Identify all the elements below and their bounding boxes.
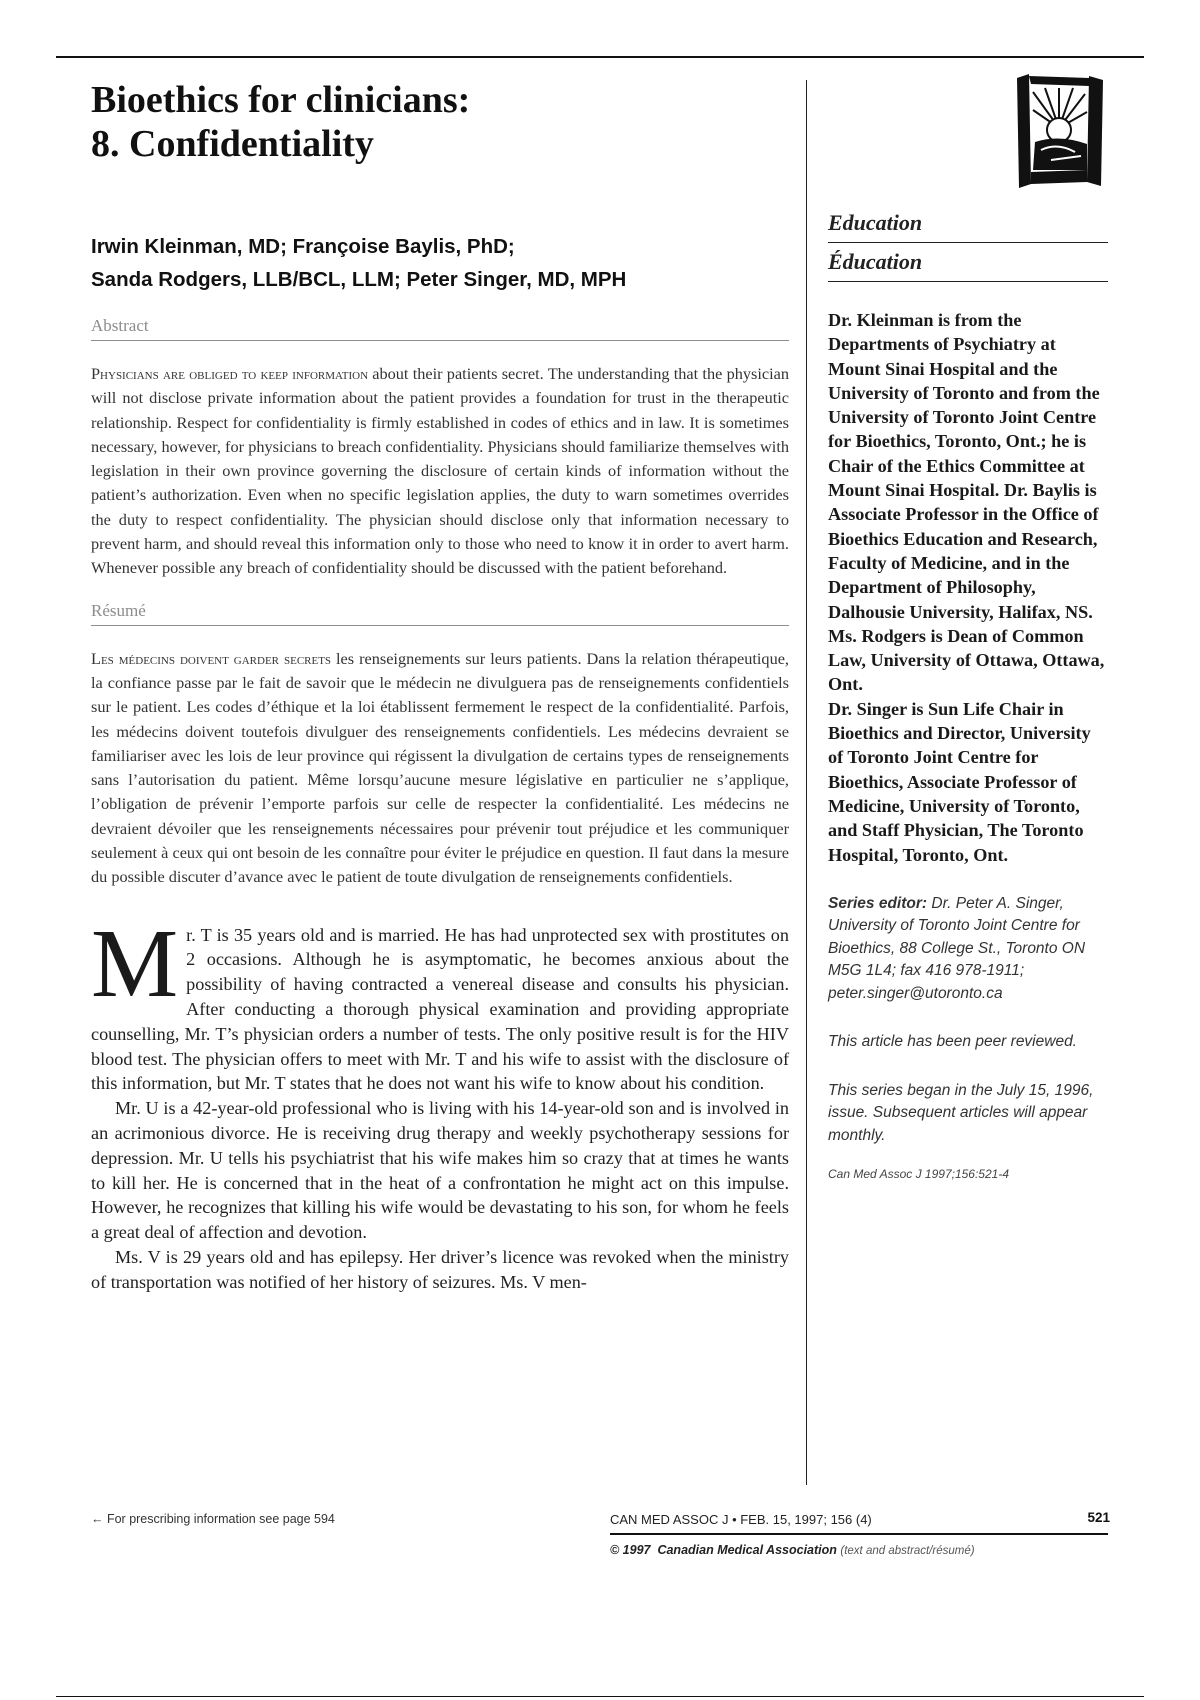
body-paragraph-2: Mr. U is a 42-year-old professional who is living with his 14-year-old son and is involved in an acrimonious divorce. He is receiving drug therapy and weekly psychotherapy sessions for depression. Mr. U tells his psychiatrist that his wife makes him so crazy that at times he wants to kill her. He is concerned that in the heat of a confrontation he might act on this impulse. However, he recognizes that killing his wife would be devastating to his son, for whom he feels a great deal of affection and devotion. [91,1098,789,1243]
resume-heading: Résumé [91,601,789,626]
abstract-heading: Abstract [91,316,789,341]
copyright-org: Canadian Medical Association [657,1543,837,1557]
prescribing-info-link[interactable]: ← For prescribing information see page 594 [91,1512,335,1526]
paragraph-1-text: r. T is 35 years old and is married. He has had unprotected sex with prostitutes on 2 occasions. Although he is asymptomatic, he becomes anxious about the possibility of having contracted a venereal disease and consults his physician. After conducting a thorough physical examination and providing appropriate counselling, Mr. T’s physician orders a number of tests. The only positive result is for the HIV blood test. The physician offers to meet with Mr. T and his wife to assist with the disclosure of this information, but Mr. T states that he does not want his wife to know about his condition. [91,924,789,1094]
page-number: 521 [1087,1510,1110,1525]
title-line-2: 8. Confidentiality [91,123,374,165]
authors-line-1: Irwin Kleinman, MD; Françoise Baylis, PhD; [91,235,515,258]
resume-text [91,647,789,890]
title-line-1: Bioethics for clinicians: [91,79,471,121]
abstract-body: about their patients secret. The understanding that the physician will not disclose private information about the patient provides a foundation for trust in the therapeutic relationship. Respect for confidentiality is firmly established in codes of ethics and in law. It is sometimes necessary, however, for physicians to breach confidentiality. Physicians should familiarize themselves with legislation in their own province governing the disclosure of certain kinds of information without the patient’s authorization. Even when no specific legislation applies, the duty to warn sometimes overrides the duty to respect confidentiality. The physician should disclose only that information necessary to prevent harm, and should reveal this information only to those who need to know it in order to avert harm. Whenever possible any breach of confidentiality should be discussed with the patient beforehand. [91,364,789,578]
column-divider [806,80,807,1485]
drop-cap: M [91,909,179,1018]
series-logo-icon [1011,72,1107,190]
series-editor-text: Dr. Peter A. Singer, University of Toronto Joint Centre for Bioethics, 88 College St., Toronto ON M5G 1L4; fax 416 978-1911; peter.singer@utoronto.ca [828,894,1086,1002]
abstract-text [91,362,789,581]
article-title [91,78,789,166]
series-editor-label: Series editor: [828,894,928,912]
article-body [91,909,789,1295]
affiliations-part-1: Dr. Kleinman is from the Departments of Psychiatry at Mount Sinai Hospital and the University of Toronto and from the University of Toronto Joint Centre for Bioethics, Toronto, Ont.; he is Chair of the Ethics Committee at Mount Sinai Hospital. Dr. Baylis is Associate Professor in the Office of Bioethics Education and Research, Faculty of Medicine, and in the Department of Philosophy, Dalhousie University, Halifax, NS. Ms. Rodgers is Dean of Common Law, University of Ottawa, Ottawa, Ont. [828,310,1105,695]
affiliations-part-2: Dr. Singer is Sun Life Chair in Bioethics and Director, University of Toronto Joint Centre for Bioethics, Associate Professor of Medicine, University of Toronto, and Staff Physician, The Toronto Hospital, Toronto, Ont. [828,698,1091,865]
journal-citation: Can Med Assoc J 1997;156:521-4 [828,1167,1010,1182]
author-affiliations [828,308,1108,867]
copyright-year: © 1997 [610,1543,651,1557]
bottom-rule [56,1696,1144,1697]
copyright-note: (text and abstract/résumé) [840,1545,975,1557]
copyright-line [610,1543,975,1557]
main-column [91,70,789,1295]
peer-review-note: This article has been peer reviewed. [828,1033,1077,1051]
series-start-note: This series began in the July 15, 1996, issue. Subsequent articles will appear monthly. [828,1081,1094,1144]
body-paragraph-3: Ms. V is 29 years old and has epilepsy. Her driver’s licence was revoked when the ministry of transportation was notified of her history of seizures. Ms. V men- [91,1247,789,1292]
series-editor-note [828,893,1108,1006]
section-label-french: Éducation [828,249,1108,282]
section-label-english: Education [828,210,1108,243]
authors-line-2: Sanda Rodgers, LLB/BCL, LLM; Peter Singer, MD, MPH [91,268,627,291]
author-list [91,230,789,296]
resume-body: les renseignements sur leurs patients. Dans la relation thérapeutique, la confiance passe par le fait de savoir que le médecin ne divulguera pas de renseignements confidentiels sur le patient. Les codes d’éthique et la loi établissent fermement le respect de la confidentialité. Parfois, les médecins doivent toutefois divulguer des renseignements confidentiels. Les médecins devraient se familiariser avec les lois de leur province qui régissent la divulgation de certains types de renseignements sans l’autorisation du patient. Même lorsqu’aucune mesure législative en particulier ne s’applique, l’obligation de prévenir l’emporte parfois sur celle de respecter la confidentialité. Les médecins ne devraient dévoiler que les renseignements nécessaires pour prévenir tout préjudice et les communiquer seulement à ceux qui ont besoin de les connaître pour éviter le préjudice en question. Il faut dans la mesure du possible discuter d’avance avec le patient de toute divulgation de renseignements confidentiels. [91,648,790,887]
footer-rule [610,1533,1108,1535]
abstract-lead: Physicians are obliged to keep information [91,364,369,383]
sidebar [828,70,1108,1181]
body-paragraph-1 [91,909,789,1097]
resume-lead: Les médecins doivent garder secrets [91,648,332,668]
journal-issue-line: CAN MED ASSOC J • FEB. 15, 1997; 156 (4) [610,1512,872,1527]
top-rule [56,56,1144,58]
